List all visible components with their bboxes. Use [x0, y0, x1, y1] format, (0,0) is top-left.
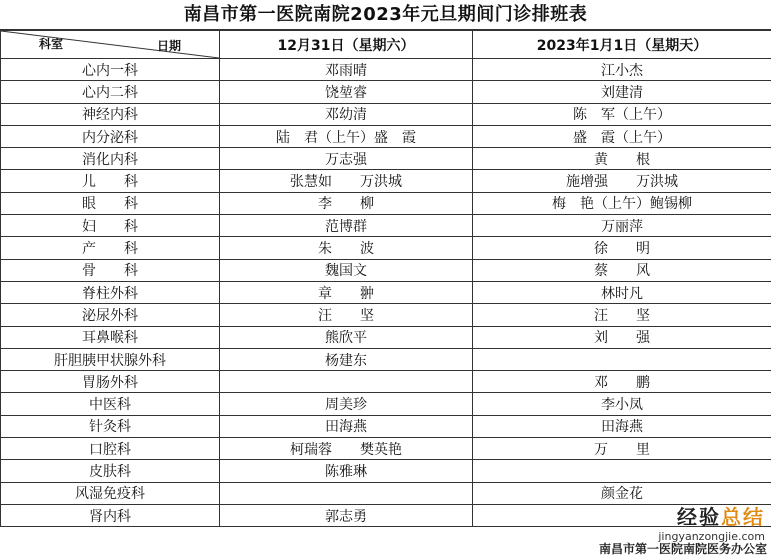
jan1-doctor-cell: 刘 强 [473, 326, 771, 348]
jan1-doctor-cell: 邓 鹏 [473, 371, 771, 393]
table-row [1, 125, 771, 147]
jan1-doctor-cell: 徐 明 [473, 237, 771, 259]
issuer-footer: 南昌市第一医院南院医务办公室 [598, 542, 767, 556]
table-row [1, 371, 771, 393]
dec31-doctor-cell: 杨建东 [220, 348, 473, 370]
dec31-doctor-cell: 邓幼清 [220, 103, 473, 125]
jan1-doctor-cell: 黄 根 [473, 148, 771, 170]
jan1-doctor-cell: 施增强 万洪城 [473, 170, 771, 192]
dec31-doctor-cell: 汪 坚 [220, 304, 473, 326]
jan1-doctor-cell: 李小凤 [473, 393, 771, 415]
jan1-doctor-cell: 汪 坚 [473, 304, 771, 326]
jan1-doctor-cell: 颜金花 [473, 482, 771, 504]
table-row [1, 438, 771, 460]
department-cell: 口腔科 [1, 438, 220, 460]
date-column-label: 日期 [156, 39, 181, 53]
jan1-doctor-cell: 梅 艳（上午）鲍锡柳 [473, 192, 771, 214]
jan1-doctor-cell: 江小杰 [473, 59, 771, 81]
table-row [1, 81, 771, 103]
dec31-doctor-cell: 田海燕 [220, 415, 473, 437]
dec31-doctor-cell: 魏国文 [220, 259, 473, 281]
department-cell: 骨 科 [1, 259, 220, 281]
table-row [1, 460, 771, 482]
jan1-doctor-cell [473, 504, 771, 526]
jan1-doctor-cell: 田海燕 [473, 415, 771, 437]
table-row [1, 148, 771, 170]
dec31-doctor-cell: 李 柳 [220, 192, 473, 214]
department-cell: 脊柱外科 [1, 281, 220, 303]
table-row [1, 259, 771, 281]
jan1-doctor-cell: 林时凡 [473, 281, 771, 303]
table-row [1, 170, 771, 192]
watermark-brand-prefix: 经验 [677, 505, 721, 529]
dec31-doctor-cell: 熊欣平 [220, 326, 473, 348]
schedule-rows [1, 59, 771, 527]
department-cell: 心内一科 [1, 59, 220, 81]
table-row [1, 304, 771, 326]
dec31-doctor-cell [220, 371, 473, 393]
dec31-doctor-cell [220, 482, 473, 504]
jan1-doctor-cell: 陈 军（上午） [473, 103, 771, 125]
table-row [1, 192, 771, 214]
department-cell: 妇 科 [1, 215, 220, 237]
department-cell: 心内二科 [1, 81, 220, 103]
table-row [1, 504, 771, 526]
date-header-jan1: 2023年1月1日（星期天） [473, 31, 771, 59]
jan1-doctor-cell [473, 348, 771, 370]
table-row [1, 326, 771, 348]
dec31-doctor-cell: 陈雅琳 [220, 460, 473, 482]
table-row [1, 215, 771, 237]
jan1-doctor-cell: 万丽萍 [473, 215, 771, 237]
department-cell: 内分泌科 [1, 125, 220, 147]
department-cell: 胃肠外科 [1, 371, 220, 393]
dec31-doctor-cell: 饶堃睿 [220, 81, 473, 103]
table-row [1, 348, 771, 370]
department-cell: 儿 科 [1, 170, 220, 192]
jan1-doctor-cell [473, 460, 771, 482]
watermark-url: jingyanzongjie.com [658, 530, 765, 543]
dec31-doctor-cell: 陆 君（上午）盛 霞 [220, 125, 473, 147]
department-cell: 皮肤科 [1, 460, 220, 482]
department-column-label: 科室 [39, 37, 64, 51]
dec31-doctor-cell: 朱 波 [220, 237, 473, 259]
table-row [1, 59, 771, 81]
department-cell: 产 科 [1, 237, 220, 259]
dec31-doctor-cell: 范博群 [220, 215, 473, 237]
jan1-doctor-cell: 刘建清 [473, 81, 771, 103]
department-cell: 泌尿外科 [1, 304, 220, 326]
dec31-doctor-cell: 邓雨晴 [220, 59, 473, 81]
dec31-doctor-cell: 柯瑞蓉 樊英艳 [220, 438, 473, 460]
table-header-row [1, 31, 771, 59]
jan1-doctor-cell: 万 里 [473, 438, 771, 460]
department-cell: 中医科 [1, 393, 220, 415]
dec31-doctor-cell: 章 翀 [220, 281, 473, 303]
dec31-doctor-cell: 郭志勇 [220, 504, 473, 526]
department-cell: 肝胆胰甲状腺外科 [1, 348, 220, 370]
department-cell: 消化内科 [1, 148, 220, 170]
page-title: 南昌市第一医院南院2023年元旦期间门诊排班表 [0, 0, 771, 30]
dec31-doctor-cell: 万志强 [220, 148, 473, 170]
diagonal-header-cell [1, 31, 220, 59]
jan1-doctor-cell: 蔡 风 [473, 259, 771, 281]
watermark-brand-accent: 总结 [721, 505, 765, 529]
dec31-doctor-cell: 张慧如 万洪城 [220, 170, 473, 192]
table-row [1, 482, 771, 504]
table-row [1, 415, 771, 437]
dec31-doctor-cell: 周美珍 [220, 393, 473, 415]
jan1-doctor-cell: 盛 霞（上午） [473, 125, 771, 147]
department-cell: 肾内科 [1, 504, 220, 526]
department-cell: 眼 科 [1, 192, 220, 214]
department-cell: 耳鼻喉科 [1, 326, 220, 348]
department-cell: 针灸科 [1, 415, 220, 437]
date-header-dec31: 12月31日（星期六） [220, 31, 473, 59]
schedule-table [0, 30, 771, 527]
table-row [1, 237, 771, 259]
table-row [1, 281, 771, 303]
table-row [1, 103, 771, 125]
diagonal-line [1, 31, 219, 58]
department-cell: 神经内科 [1, 103, 220, 125]
table-row [1, 393, 771, 415]
department-cell: 风湿免疫科 [1, 482, 220, 504]
